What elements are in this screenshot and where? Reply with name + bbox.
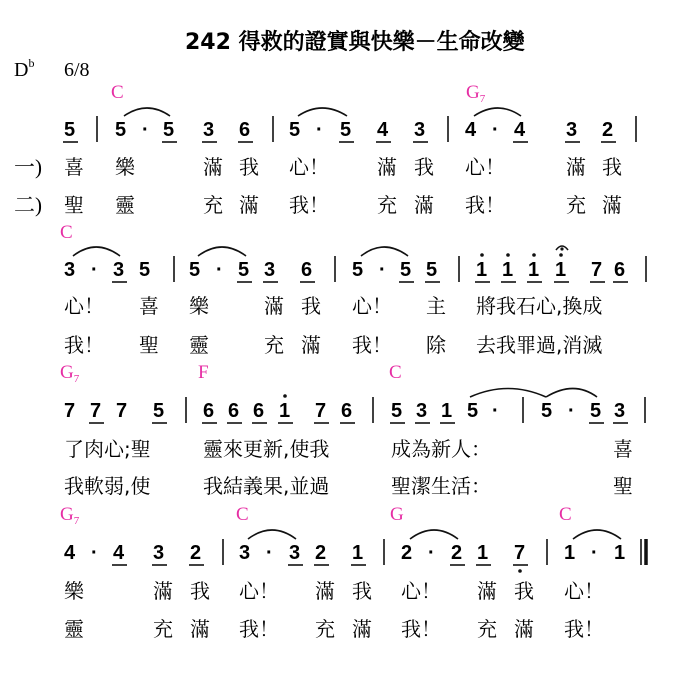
lyric-char: 靈 — [64, 617, 84, 641]
note: 7 — [90, 400, 102, 422]
note: 3 — [113, 259, 125, 281]
lyric-phrase: 我結義果,並過 — [203, 474, 330, 498]
lyric-char: 我！ — [564, 617, 604, 641]
lyric-char: 聖 — [139, 333, 159, 357]
note: · — [379, 259, 386, 281]
octave-dots — [480, 253, 563, 257]
lyric-char: 滿 — [566, 155, 586, 179]
lyric-char: 除 — [426, 333, 446, 357]
notation-marks — [89, 389, 645, 424]
note: 5 — [400, 259, 412, 281]
key-signature: $D^b$ — [14, 56, 35, 81]
note: 4 — [465, 119, 477, 141]
lyric-char: 滿 — [301, 333, 321, 357]
note: 5 — [289, 119, 301, 141]
lyric-char: 我 — [414, 155, 434, 179]
note: 1 — [477, 542, 489, 564]
lyric-char: 靈 — [189, 333, 209, 357]
lyric-char: 充 — [477, 617, 497, 641]
lyric-char: 我！ — [239, 617, 279, 641]
note: 5 — [340, 119, 352, 141]
chord-symbol: C — [236, 504, 249, 525]
lyric-char: 樂 — [189, 294, 209, 318]
lyric-char: 心！ — [465, 155, 505, 179]
note: 5 — [352, 259, 364, 281]
notation-row-1 — [64, 119, 613, 141]
low-octave-dot — [518, 569, 522, 573]
chord-symbol: $G_7$ — [60, 504, 80, 527]
note: 5 — [163, 119, 175, 141]
note: · — [142, 119, 149, 141]
lyric-char: 我！ — [352, 333, 392, 357]
lyric-char: 滿 — [514, 617, 534, 641]
lyric-char: 心！ — [289, 155, 329, 179]
lyric-char: 滿 — [602, 193, 622, 217]
note: 5 — [139, 259, 151, 281]
lyric-char: 滿 — [414, 193, 434, 217]
note: 1 — [352, 542, 364, 564]
lyric-char: 我 — [301, 294, 321, 318]
lyric-char: 充 — [264, 333, 284, 357]
lyric-phrase: 聖 — [613, 474, 633, 498]
lyric-char: 將我石心,換成 — [476, 294, 603, 318]
chord-symbol: C — [111, 82, 124, 103]
lyric-phrase: 聖潔生活： — [391, 474, 491, 498]
note: 2 — [451, 542, 463, 564]
verse-label-1: 一) — [14, 155, 42, 179]
lyric-char: 去我罪過,消滅 — [476, 333, 603, 357]
note: · — [492, 400, 499, 422]
note: · — [266, 542, 273, 564]
note: 7 — [64, 400, 76, 422]
chord-symbol: $G_7$ — [60, 362, 80, 385]
lyric-char: 我 — [602, 155, 622, 179]
note: · — [568, 400, 575, 422]
chord-symbol: C — [559, 504, 572, 525]
lyrics-row-2 — [64, 294, 602, 357]
note: 5 — [541, 400, 553, 422]
note: 6 — [341, 400, 353, 422]
note: 5 — [64, 119, 76, 141]
note: 1 — [279, 400, 291, 422]
note: · — [316, 119, 323, 141]
note: 1 — [441, 400, 453, 422]
note: 3 — [64, 259, 76, 281]
lyric-char: 心！ — [352, 294, 392, 318]
note: 3 — [239, 542, 251, 564]
lyric-char: 我！ — [64, 333, 104, 357]
note: 4 — [64, 542, 76, 564]
note: 1 — [528, 259, 540, 281]
lyric-char: 喜 — [64, 155, 84, 179]
note: 1 — [614, 542, 626, 564]
lyric-char: 我！ — [289, 193, 329, 217]
note: 6 — [228, 400, 240, 422]
lyric-char: 聖 — [64, 193, 84, 217]
lyric-char: 滿 — [153, 579, 173, 603]
note: 3 — [566, 119, 578, 141]
chord-symbol: C — [60, 222, 73, 243]
lyric-char: 滿 — [477, 579, 497, 603]
verse-label-2: 二) — [14, 193, 42, 217]
note: 5 — [391, 400, 403, 422]
note: 3 — [414, 119, 426, 141]
song-title: 242 得救的證實與快樂－生命改變 — [185, 30, 525, 55]
note: 1 — [564, 542, 576, 564]
chord-symbol: F — [198, 362, 209, 383]
lyric-char: 主 — [426, 294, 446, 318]
notation-row-3 — [64, 400, 625, 422]
note: · — [591, 542, 598, 564]
note: 6 — [253, 400, 265, 422]
lyric-char: 心！ — [401, 579, 441, 603]
note: 1 — [502, 259, 514, 281]
lyric-char: 滿 — [377, 155, 397, 179]
note: 5 — [115, 119, 127, 141]
lyrics-row-4 — [64, 579, 604, 641]
lyric-char: 滿 — [264, 294, 284, 318]
note: · — [216, 259, 223, 281]
lyric-char: 滿 — [315, 579, 335, 603]
lyric-char: 滿 — [190, 617, 210, 641]
note: · — [91, 259, 98, 281]
lyric-char: 我！ — [465, 193, 505, 217]
note: 2 — [401, 542, 413, 564]
lyric-char: 心！ — [64, 294, 104, 318]
note: 5 — [153, 400, 165, 422]
lyric-char: 我 — [352, 579, 372, 603]
note: 7 — [116, 400, 128, 422]
note: 5 — [189, 259, 201, 281]
note: 1 — [476, 259, 488, 281]
chord-symbol: $G_7$ — [466, 82, 486, 105]
lyric-char: 充 — [203, 193, 223, 217]
note: 5 — [467, 400, 479, 422]
note: 2 — [190, 542, 202, 564]
notation-row-4 — [64, 542, 625, 564]
time-signature: 6/8 — [64, 59, 90, 81]
note: 6 — [239, 119, 251, 141]
note: 6 — [301, 259, 313, 281]
note: · — [428, 542, 435, 564]
note: 3 — [264, 259, 276, 281]
lyric-char: 充 — [377, 193, 397, 217]
note: 5 — [238, 259, 250, 281]
note: 7 — [315, 400, 327, 422]
octave-dot — [283, 394, 287, 398]
note: 6 — [614, 259, 626, 281]
lyric-phrase: 靈來更新,使我 — [203, 437, 330, 461]
lyrics-row-1 — [64, 155, 622, 217]
lyric-char: 心！ — [239, 579, 279, 603]
lyric-phrase: 了肉心;聖 — [64, 437, 151, 461]
lyric-phrase: 成為新人： — [391, 437, 491, 461]
lyric-char: 滿 — [239, 193, 259, 217]
lyric-char: 我！ — [401, 617, 441, 641]
note: 5 — [426, 259, 438, 281]
note: 4 — [377, 119, 389, 141]
note: 2 — [315, 542, 327, 564]
lyric-char: 心！ — [564, 579, 604, 603]
note: 7 — [591, 259, 603, 281]
lyric-char: 我 — [239, 155, 259, 179]
note: · — [492, 119, 499, 141]
note: 3 — [614, 400, 626, 422]
note: 6 — [203, 400, 215, 422]
lyric-phrase: 喜 — [613, 437, 633, 461]
lyric-phrase: 我軟弱,使 — [64, 474, 151, 498]
note: 5 — [590, 400, 602, 422]
note: 4 — [113, 542, 125, 564]
lyric-char: 我 — [190, 579, 210, 603]
fermata-dot — [560, 247, 563, 250]
lyric-char: 樂 — [64, 579, 84, 603]
note: 3 — [203, 119, 215, 141]
chord-symbol: G — [390, 504, 404, 525]
lyric-char: 喜 — [139, 294, 159, 318]
lyric-char: 我 — [514, 579, 534, 603]
note: 1 — [555, 259, 567, 281]
lyrics-row-3 — [64, 437, 633, 498]
notation-row-2 — [64, 259, 625, 281]
note: 2 — [602, 119, 614, 141]
chord-symbol: C — [389, 362, 402, 383]
lyric-char: 充 — [315, 617, 335, 641]
lyric-char: 充 — [153, 617, 173, 641]
lyric-char: 樂 — [115, 155, 135, 179]
lyric-char: 充 — [566, 193, 586, 217]
note: 3 — [153, 542, 165, 564]
note: · — [91, 542, 98, 564]
note: 3 — [289, 542, 301, 564]
note: 4 — [514, 119, 526, 141]
lyric-char: 靈 — [115, 193, 135, 217]
note: 7 — [514, 542, 526, 564]
lyric-char: 滿 — [203, 155, 223, 179]
note: 3 — [416, 400, 428, 422]
lyric-char: 滿 — [352, 617, 372, 641]
